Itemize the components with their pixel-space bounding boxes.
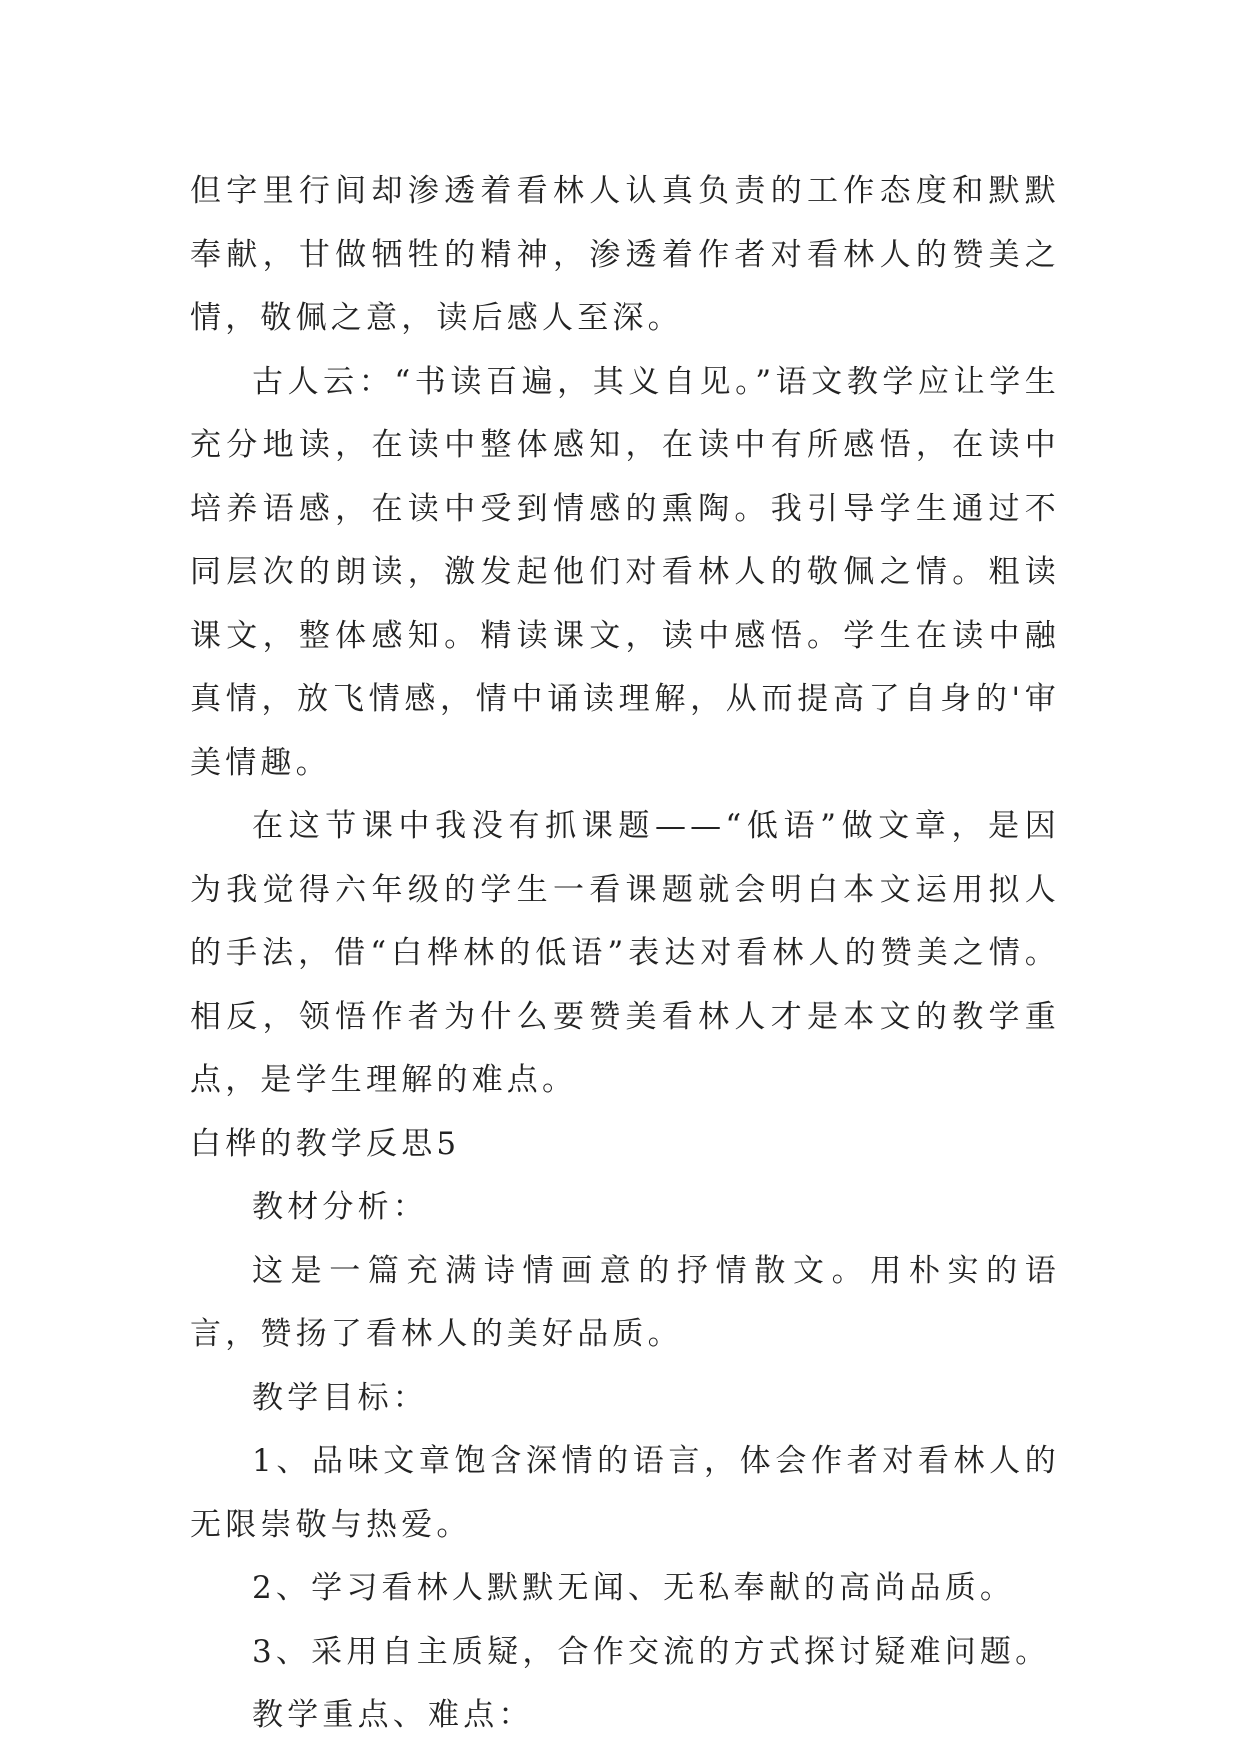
goal-item-2: 2、学习看林人默默无闻、无私奉献的高尚品质。 [252,1570,1016,1606]
section-heading: 白桦的教学反思5 [190,1125,461,1162]
label-key-points: 教学重点、难点： [252,1697,534,1733]
paragraph-lesson-title: 在这节课中我没有抓课题——“低语”做文章，是因为我觉得六年级的学生一看课题就会明白本文运用拟人的手法，借“白桦林的低语”表达对看林人的赞美之情。相反，领悟作者为什么要赞美看林人才是本文的教学重点，是学生理解的难点。 [190,808,1060,1098]
paragraph-material-analysis: 这是一篇充满诗情画意的抒情散文。用朴实的语言，赞扬了看林人的美好品质。 [190,1252,1060,1352]
paragraph-continuation: 但字里行间却渗透着看林人认真负责的工作态度和默默奉献，甘做牺牲的精神，渗透着作者对看林人的赞美之情，敬佩之意，读后感人至深。 [190,173,1060,336]
label-material-analysis: 教材分析： [252,1189,428,1225]
paragraph-reading-method: 古人云：“书读百遍，其义自见。”语文教学应让学生充分地读，在读中整体感知，在读中有所感悟，在读中培养语感，在读中受到情感的熏陶。我引导学生通过不同层次的朗读，激发起他们对看林人的敬佩之情。粗读课文，整体感知。精读课文，读中感悟。学生在读中融真情，放飞情感，情中诵读理解，从而提高了自身的'审美情趣。 [190,363,1060,781]
label-teaching-goals: 教学目标： [252,1379,428,1416]
goal-item-3: 3、采用自主质疑，合作交流的方式探讨疑难问题。 [252,1633,1051,1670]
goal-item-1: 1、品味文章饱含深情的语言，体会作者对看林人的无限崇敬与热爱。 [190,1443,1060,1543]
document-page [190,160,1060,1748]
